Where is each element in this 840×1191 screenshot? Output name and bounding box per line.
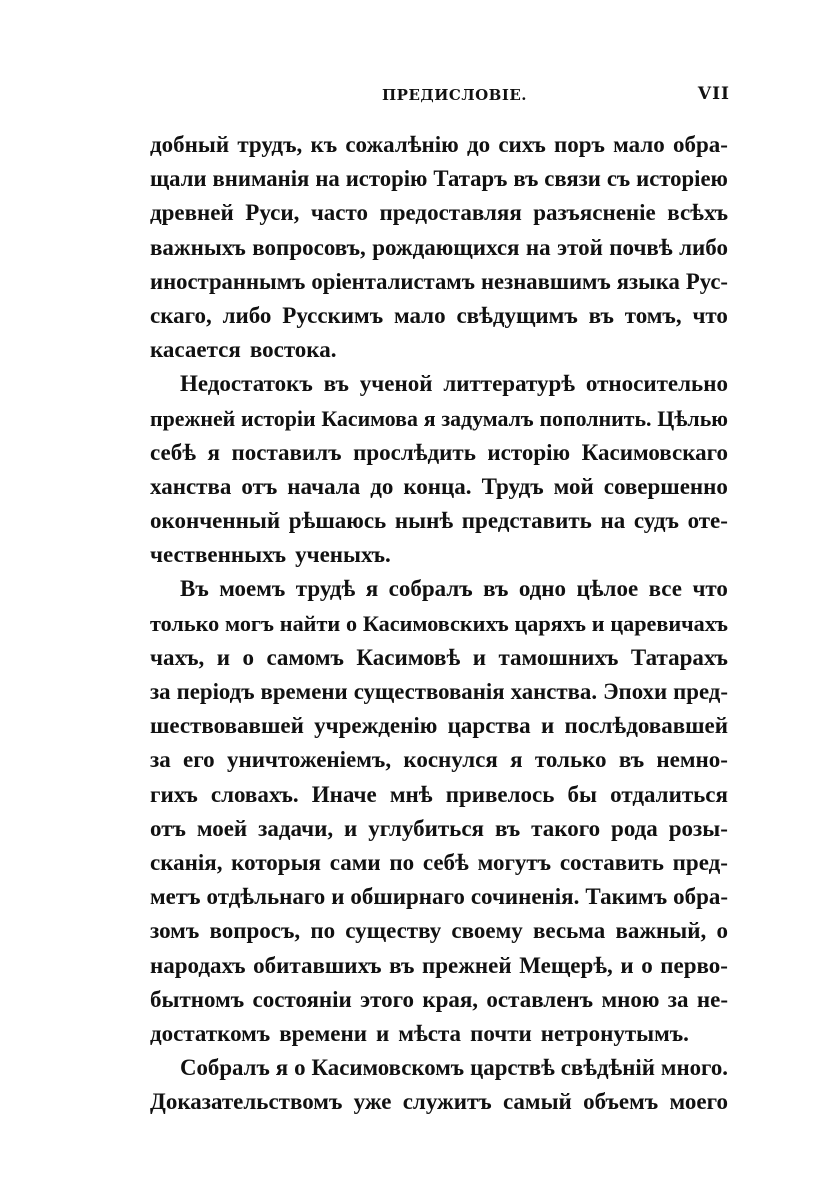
text-line: гихъ словахъ. Иначе мнѣ привелось бы отдалиться (150, 781, 728, 807)
text-line: Въ моемъ трудѣ я собралъ въ одно цѣлое все что (180, 576, 728, 602)
text-line: Доказательствомъ уже служитъ самый объемъ моего (150, 1089, 728, 1115)
text-line: за періодъ времени существованія ханства. Эпохи пред- (150, 679, 728, 704)
text-line: отъ моей задачи, и углубиться въ такого рода розы- (150, 815, 728, 841)
text-line: народахъ обитавшихъ въ прежней Мещерѣ, и о перво- (150, 952, 728, 978)
page-header (150, 84, 730, 108)
text-line: зомъ вопросъ, по существу своему весьма важный, о (150, 918, 728, 944)
text-line: добный трудъ, къ сожалѣнію до сихъ поръ мало обра- (150, 132, 728, 157)
text-line: касается востока. (150, 337, 337, 363)
body-text (150, 128, 728, 1119)
text-line: древней Руси, часто предоставляя разъясненіе всѣхъ (150, 200, 728, 226)
text-line: иностраннымъ оріенталистамъ незнавшимъ языка Рус- (150, 268, 728, 294)
running-title: ПРЕДИСЛОВІЕ. (382, 86, 528, 104)
text-line: за его уничтоженіемъ, коснулся я только въ немно- (150, 747, 728, 773)
text-line: оконченный рѣшаюсь нынѣ представить на судъ оте- (150, 508, 728, 534)
text-line: себѣ я поставилъ прослѣдить исторію Касимовскаго (150, 439, 728, 465)
text-line: прежней исторіи Касимова я задумалъ пополнить. Цѣлью (150, 406, 728, 431)
text-line: важныхъ вопросовъ, рождающихся на этой почвѣ либо (150, 234, 728, 260)
text-line: чественныхъ ученыхъ. (150, 542, 391, 568)
page-number: VII (697, 84, 730, 104)
text-line: сканія, которыя сами по себѣ могутъ составить пред- (150, 849, 728, 875)
text-line: скаго, либо Русскимъ мало свѣдущимъ въ томъ, что (150, 302, 728, 328)
text-line: шествовавшей учрежденію царства и послѣдовавшей (150, 713, 728, 739)
text-line: чахъ, и о самомъ Касимовѣ и тамошнихъ Татарахъ (150, 644, 728, 670)
text-line: ханства отъ начала до конца. Трудъ мой совершенно (150, 473, 728, 499)
text-line: метъ отдѣльнаго и обширнаго сочиненія. Такимъ обра- (150, 884, 728, 910)
text-line: Собралъ я о Касимовскомъ царствѣ свѣдѣній много. (180, 1055, 728, 1081)
text-line: бытномъ состояніи этого края, оставленъ мною за не- (150, 986, 728, 1012)
text-line: щали вниманія на исторію Татаръ въ связи съ исторіею (150, 166, 728, 192)
text-line: только могъ найти о Касимовскихъ царяхъ и царевичахъ (150, 610, 728, 636)
text-line: достаткомъ времени и мѣста почти нетронутымъ. (150, 1020, 689, 1046)
text-line: Недостатокъ въ ученой литтературѣ относительно (180, 371, 728, 397)
